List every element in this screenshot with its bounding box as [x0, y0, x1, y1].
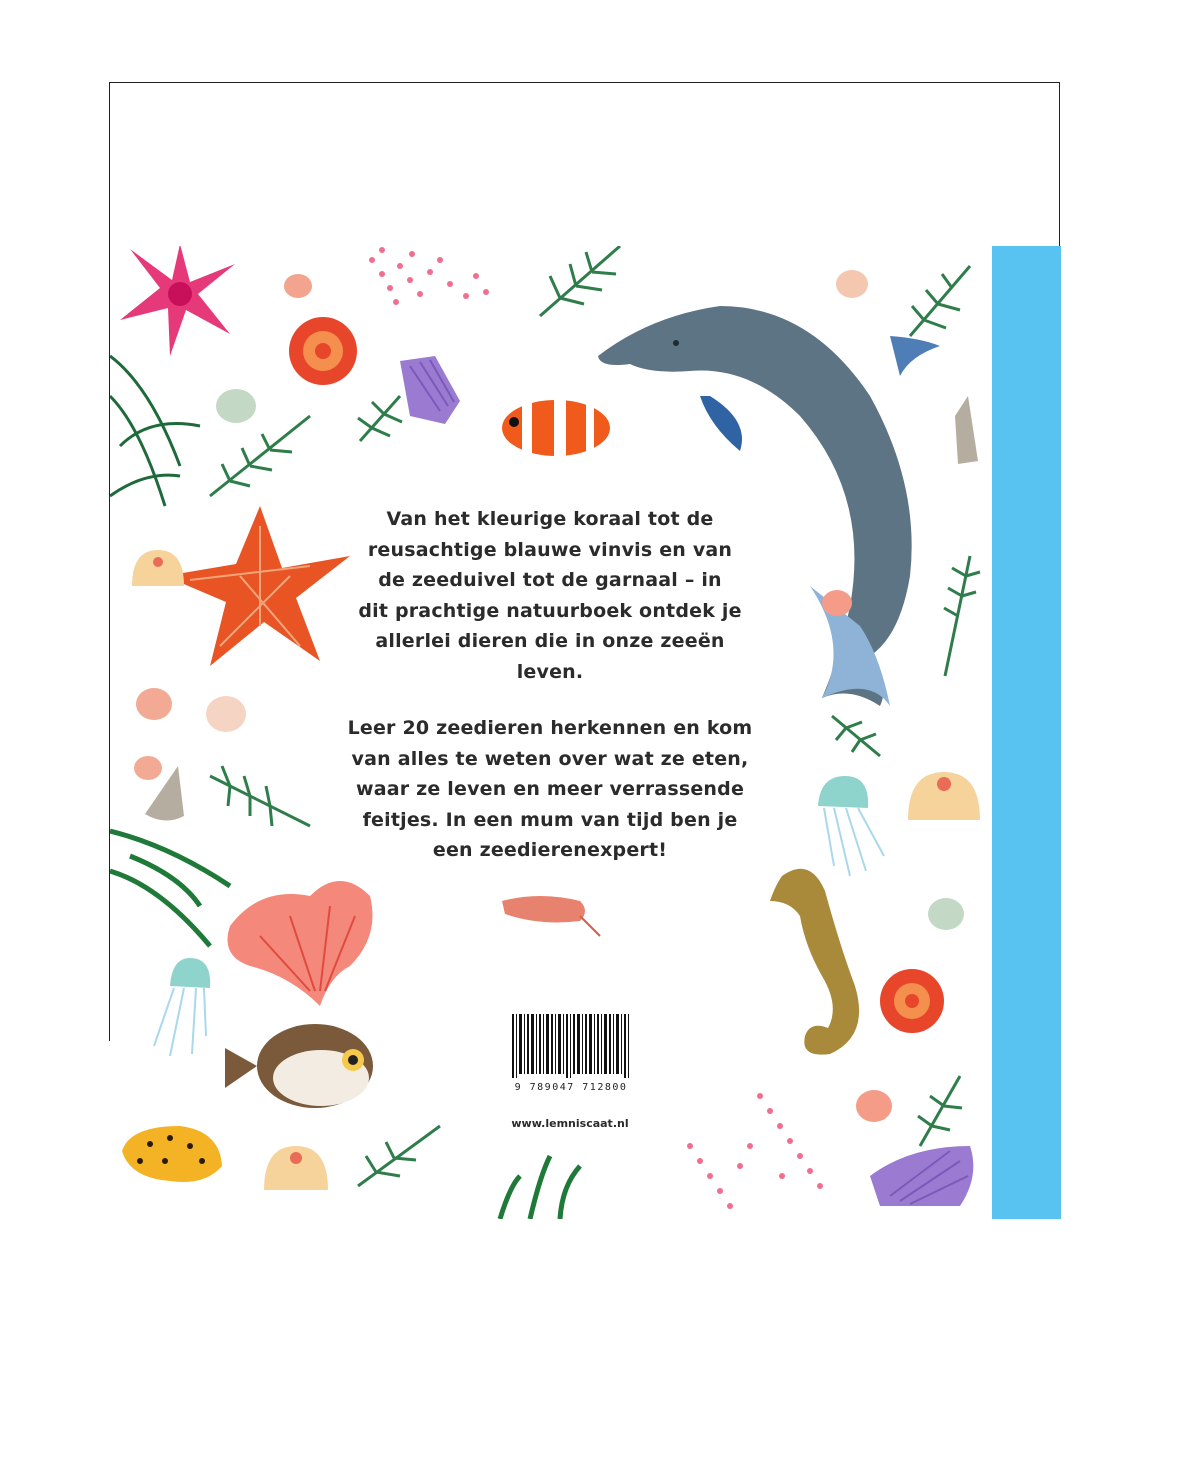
- seaweed-icon: [110, 356, 200, 506]
- coral-pink-icon: [369, 247, 489, 305]
- seaweed-icon: [540, 246, 620, 316]
- shell-icon: [206, 696, 246, 732]
- jellyfish-icon: [154, 958, 210, 1056]
- shrimp-icon: [502, 896, 600, 936]
- blurb-line: Leer 20 zeedieren herkennen en kom: [347, 717, 753, 739]
- sea-anemone-icon: [289, 317, 357, 385]
- seaweed-icon: [918, 1076, 962, 1146]
- seahorse-icon: [770, 869, 859, 1055]
- blurb-line: de zeeduivel tot de garnaal – in: [378, 569, 722, 591]
- jellyfish-icon: [818, 776, 884, 876]
- starfish-orange-icon: [165, 506, 350, 666]
- seaweed-icon: [210, 766, 310, 826]
- seaweed-icon: [110, 831, 230, 946]
- sea-slug-icon: [122, 1126, 222, 1182]
- clownfish-icon: [502, 400, 610, 456]
- blurb-line: waar ze leven en meer verrassende: [355, 778, 745, 800]
- blurb-line: Van het kleurige koraal tot de: [386, 508, 714, 530]
- sea-urchin-icon: [908, 772, 980, 820]
- seaweed-icon: [500, 1156, 580, 1219]
- blurb-line: van alles te weten over wat ze eten,: [351, 747, 749, 770]
- blurb-line: feitjes. In een mum van tijd ben je: [362, 808, 738, 831]
- shell-icon: [134, 756, 162, 780]
- blurb-line: een zeedierenexpert!: [432, 839, 668, 861]
- sea-urchin-icon: [132, 550, 184, 586]
- publisher-website: www.lemniscaat.nl: [511, 1117, 629, 1130]
- seaweed-icon: [944, 556, 980, 676]
- book-spine: [992, 246, 1061, 1219]
- shell-icon: [284, 274, 312, 298]
- shell-icon: [856, 1090, 892, 1122]
- barcode-icon: [508, 1012, 636, 1080]
- blurb-text: [340, 504, 760, 892]
- isbn-number: 9 789047 712800: [514, 1082, 628, 1093]
- seaweed-icon: [358, 1126, 440, 1186]
- coral-purple-icon: [400, 356, 460, 424]
- starfish-pink-icon: [120, 246, 235, 356]
- blurb-paragraph-1: [340, 504, 760, 687]
- snail-shell-icon: [955, 396, 978, 464]
- shell-icon: [822, 590, 852, 616]
- blurb-line: reusachtige blauwe vinvis en van: [367, 538, 733, 561]
- seaweed-icon: [910, 266, 970, 336]
- seaweed-icon: [210, 416, 310, 496]
- coral-purple-icon: [870, 1146, 973, 1206]
- pufferfish-icon: [225, 1024, 373, 1108]
- shell-icon: [136, 688, 172, 720]
- sea-anemone-icon: [880, 969, 944, 1033]
- shell-icon: [216, 389, 256, 423]
- book-back-cover: [110, 246, 992, 1219]
- blurb-line: dit prachtige natuurboek ontdek je: [358, 599, 742, 622]
- coral-pink-icon: [687, 1093, 823, 1209]
- coral-red-icon: [228, 881, 373, 1006]
- sea-urchin-icon: [264, 1146, 328, 1190]
- seaweed-icon: [832, 716, 880, 756]
- shell-icon: [836, 270, 868, 298]
- shell-icon: [928, 898, 964, 930]
- seaweed-icon: [358, 396, 402, 441]
- blurb-paragraph-2: [340, 713, 760, 866]
- blurb-line: allerlei dieren die in onze zeeën leven.: [375, 630, 725, 683]
